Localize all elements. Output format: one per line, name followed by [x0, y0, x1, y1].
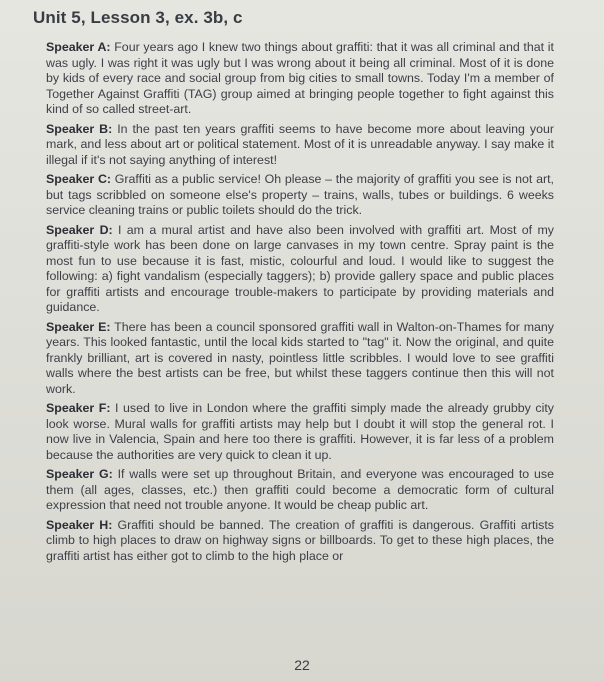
page-number: 22 [294, 657, 310, 673]
speaker-d-label: Speaker D: [46, 222, 113, 237]
speaker-d-paragraph [46, 223, 554, 316]
speaker-b-text: In the past ten years graffiti seems to have become more about leaving your mark, and less about art or political statement. Most of it is unreadable anyway. I say make it illegal if it's not saying anything of interest! [46, 121, 554, 167]
lesson-title: Unit 5, Lesson 3, ex. 3b, c [33, 8, 243, 27]
speaker-g-label: Speaker G: [46, 467, 113, 481]
speaker-e-label: Speaker E: [46, 319, 111, 334]
speaker-c-label: Speaker C: [46, 172, 112, 186]
speaker-a-paragraph [46, 40, 554, 118]
speaker-g-paragraph [46, 467, 554, 514]
speaker-f-paragraph [46, 401, 554, 463]
speaker-g-text: If walls were set up throughout Britain, and everyone was encouraged to use them (all ages, classes, etc.) then graffiti could become a democratic form of cultural expression that need not trouble anyone. It would be cheap public art. [46, 467, 554, 512]
speaker-c-text: Graffiti as a public service! Oh please – the majority of graffiti you see is not art, but tags scribbled on someone else's property – trains, walls, tubes or buildings. 6 weeks service cleaning trains or public toilets should do the trick. [46, 172, 554, 217]
speaker-d-text: I am a mural artist and have also been involved with graffiti art. Most of my graffiti-style work has been done on large canvases in my town centre. Spray paint is the most fun to use because it is fast, mistic, colourful and loud. I would like to suggest the following: a) fight vandalism (especially taggers); b) provide gallery space and public places for graffiti artists and encourage trouble-makers to participate by providing materials and guidance. [46, 222, 554, 314]
speaker-b-paragraph [46, 122, 554, 169]
speaker-a-label: Speaker A: [46, 40, 111, 54]
speaker-statements [46, 40, 554, 568]
speaker-b-label: Speaker B: [46, 121, 113, 136]
speaker-h-label: Speaker H: [46, 517, 113, 532]
speaker-c-paragraph [46, 172, 554, 219]
speaker-h-text: Graffiti should be banned. The creation of graffiti is dangerous. Graffiti artists climb to high places to draw on highway signs or billboards. To get to these high places, the graffiti artist has either got to climb to the high place or [46, 517, 554, 563]
speaker-e-text: There has been a council sponsored graffiti wall in Walton-on-Thames for many years. This looked fantastic, until the local kids started to "tag" it. Now the original, and quite frankly brilliant, art is covered in nasty, pointless little scribbles. I would love to see graffiti walls where the best artists can be free, but whilst these taggers continue then this will not work. [46, 319, 555, 396]
speaker-f-text: I used to live in London where the graffiti simply made the already grubby city look worse. Mural walls for graffiti artists may help but I doubt it will stop the general rot. I now live in Valencia, Spain and here too there is graffiti. However, it is far less of a problem because the authorities are very quick to clean it up. [46, 401, 554, 462]
speaker-h-paragraph [46, 518, 554, 565]
speaker-a-text: Four years ago I knew two things about graffiti: that it was all criminal and that it was ugly. I was right it was ugly but I was wrong about it being all criminal. Most of it is done by kids of every race and social group from big cities to small towns. Today I'm a member of Together Against Graffiti (TAG) group aimed at bringing people together to fight against this kind of so called street-art. [46, 40, 554, 116]
speaker-f-label: Speaker F: [46, 401, 111, 415]
speaker-e-paragraph [46, 320, 554, 398]
